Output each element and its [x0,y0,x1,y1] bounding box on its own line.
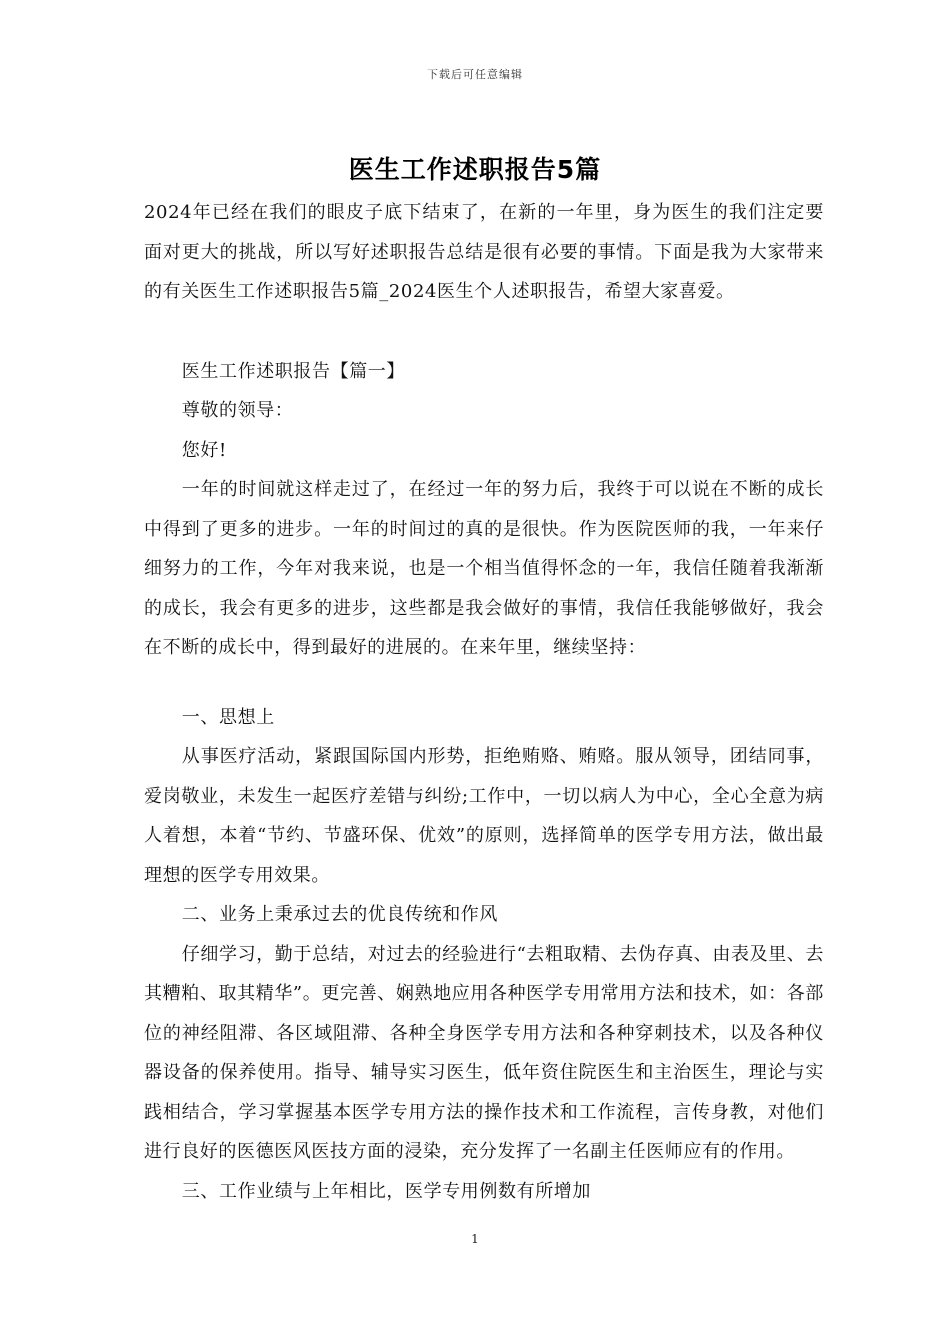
body-paragraph: 从事医疗活动，紧跟国际国内形势，拒绝贿赂、贿赂。服从领导，团结同事，爱岗敬业，未发生一起医疗差错与纠纷;工作中，一切以病人为中心，全心全意为病人着想，本着“节约、节盛环保、优效”的原则，选择简单的医学专用方法，做出最理想的医学专用效果。 [144,746,824,886]
document-body [144,193,824,1211]
document-title: 医生工作述职报告5篇 [348,155,602,184]
section-heading-part-one: 医生工作述职报告【篇一】 [181,360,405,382]
subheading-business: 二、业务上秉承过去的优良传统和作风 [181,904,498,925]
subheading-thought: 一、思想上 [181,706,275,728]
body-paragraph: 仔细学习，勤于总结，对过去的经验进行“去粗取精、去伪存真、由表及里、去其糟粕、取其精华”。更完善、娴熟地应用各种医学专用常用方法和技术，如：各部位的神经阻滞、各区域阻滞、各种全身医学专用方法和各种穿刺技术，以及各种仪器设备的保养使用。指导、辅导实习医生，低年资住院医生和主治医生，理论与实践相结合，学习掌握基本医学专用方法的操作技术和工作流程，言传身教，对他们进行良好的医德医风医技方面的浸染，充分发挥了一名副主任医师应有的作用。 [144,943,824,1162]
page-number: 1 [471,1232,479,1246]
body-paragraph: 一年的时间就这样走过了，在经过一年的努力后，我终于可以说在不断的成长中得到了更多的进步。一年的时间过的真的是很快。作为医院医师的我，一年来仔细努力的工作，今年对我来说，也是一个相当值得怀念的一年，我信任随着我渐渐的成长，我会有更多的进步，这些都是我会做好的事情，我信任我能够做好，我会在不断的成长中，得到最好的进展的。在来年里，继续坚持： [144,479,824,658]
header-note: 下载后可任意编辑 [427,68,523,81]
intro-paragraph: 2024年已经在我们的眼皮子底下结束了，在新的一年里，身为医生的我们注定要面对更大的挑战，所以写好述职报告总结是很有必要的事情。下面是我为大家带来的有关医生工作述职报告5篇_2024医生个人述职报告，希望大家喜爱。 [144,202,824,302]
greeting: 您好! [181,439,227,461]
salutation: 尊敬的领导： [181,400,294,421]
subheading-performance: 三、工作业绩与上年相比，医学专用例数有所增加 [181,1180,591,1202]
